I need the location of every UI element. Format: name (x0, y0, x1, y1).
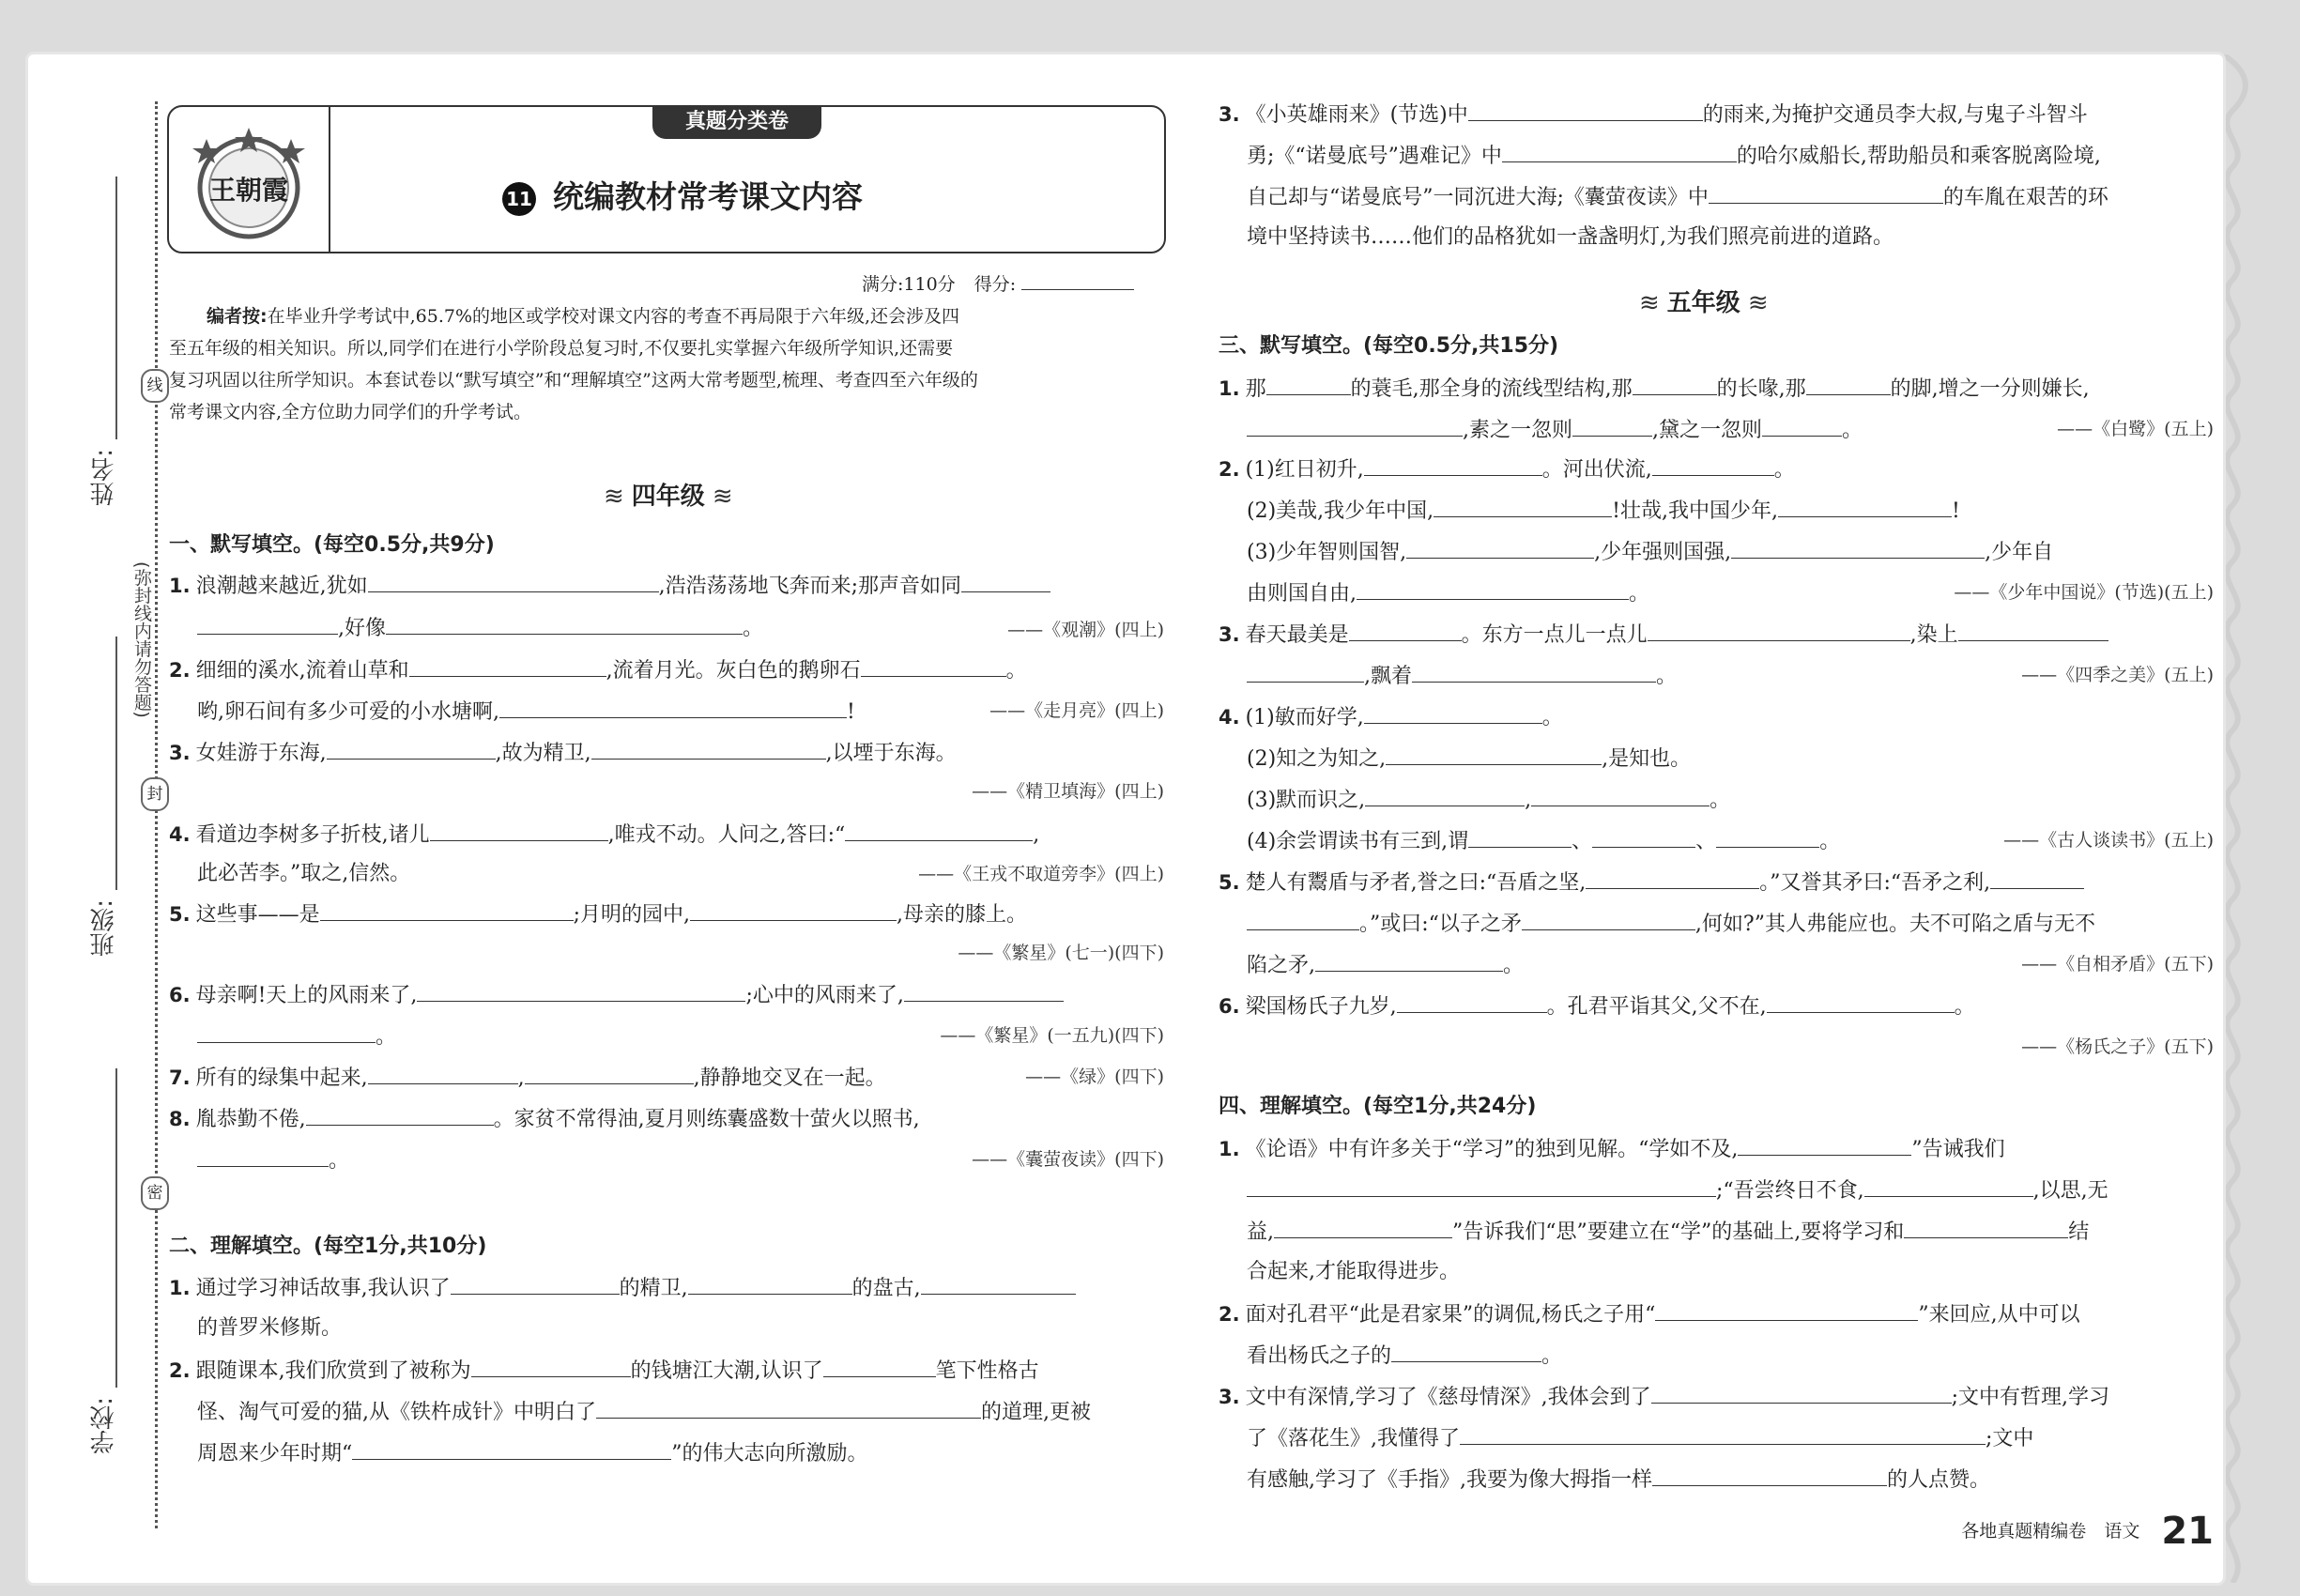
question-line: 看出杨氏之子的 。 (1247, 1341, 1562, 1371)
source-citation: ——《观潮》(四上) (1007, 620, 1164, 640)
section-4-heading: 四、理解填空。(每空1分,共24分) (1219, 1095, 1537, 1118)
answer-blank[interactable] (499, 697, 847, 718)
answer-blank[interactable] (1365, 785, 1525, 806)
question-line: ;“吾尝终日不食, ,以思,无 (1247, 1175, 2108, 1205)
question-line: 6. 梁国杨氏子九岁, 。孔君平诣其父,父不在, 。 (1219, 991, 1975, 1021)
question-line: 此必苦李。”取之,信然。 (197, 862, 411, 885)
answer-blank[interactable] (368, 1063, 518, 1084)
question-line: 5. 这些事——是 ;月明的园中, ,母亲的膝上。 (169, 899, 1027, 929)
answer-blank[interactable] (961, 571, 1050, 592)
question-line: 7. 所有的绿集中起来, , ,静静地交叉在一起。 (169, 1063, 886, 1093)
answer-blank[interactable] (1633, 374, 1717, 395)
footer-book: 各地真题精编卷 (1961, 1521, 2087, 1542)
name-field-line[interactable] (115, 176, 117, 439)
question-line: 3. 《小英雄雨来》(节选)中 的雨来,为掩护交通员李大叔,与鬼子斗智斗 (1219, 100, 2088, 130)
answer-blank[interactable] (197, 613, 338, 635)
answer-blank[interactable] (1904, 1217, 2068, 1238)
question-line: 自己却与“诺曼底号”一同沉进大海;《囊萤夜读》中 的车胤在艰苦的环 (1247, 182, 2108, 212)
question-line: 1. 浪潮越来越近,犹如 ,浩浩荡荡地飞奔而来;那声音如同 (169, 571, 1050, 601)
answer-blank[interactable] (1460, 1423, 1986, 1445)
question-line: 6. 母亲啊!天上的风雨来了, ;心中的风雨来了, (169, 980, 1064, 1010)
answer-blank[interactable] (1247, 661, 1364, 683)
question-line: 境中坚持读书……他们的品格犹如一盏盏明灯,为我们照亮前进的道路。 (1247, 225, 1894, 249)
answer-blank[interactable] (591, 738, 826, 760)
answer-blank[interactable] (1767, 991, 1955, 1013)
answer-blank[interactable] (417, 980, 745, 1002)
answer-blank[interactable] (1655, 1299, 1918, 1321)
answer-blank[interactable] (1349, 620, 1462, 641)
answer-blank[interactable] (1406, 537, 1594, 559)
score-label: 得分: (974, 274, 1017, 295)
answer-blank[interactable] (1397, 991, 1547, 1013)
footer-subject: 语文 (2104, 1521, 2140, 1542)
source-citation: ——《四季之美》(五上) (2021, 665, 2214, 685)
question-line: 3. 文中有深情,学习了《慈母情深》,我体会到了 ;文中有哲理,学习 (1219, 1382, 2109, 1412)
answer-blank[interactable] (451, 1273, 620, 1295)
school-field-line[interactable] (115, 1068, 117, 1388)
series-tab: 真题分类卷 (652, 105, 821, 139)
editor-note-line: 复习巩固以往所学知识。本套试卷以“默写填空”和“理解填空”这两大常考题型,梳理、考查四至六年级的 (169, 370, 978, 391)
answer-blank[interactable] (1652, 454, 1774, 476)
marker-secret: 密 (141, 1176, 169, 1210)
question-line: 怪、淘气可爱的猫,从《铁杵成针》中明白了 的道理,更被 (197, 1397, 1091, 1427)
question-line: 1. 通过学习神话故事,我认识了 的精卫, 的盘古, (169, 1273, 1076, 1303)
right-column (1219, 54, 2214, 1557)
question-line: ,飘着 。 (1247, 661, 1677, 691)
answer-blank[interactable] (1522, 909, 1695, 930)
question-line: 。 (197, 1021, 396, 1051)
answer-blank[interactable] (1731, 537, 1985, 559)
answer-blank[interactable] (690, 899, 897, 921)
question-line: 4. 看道边李树多子折枝,诸儿 ,唯戎不动。人问之,答曰:“ , (169, 820, 1039, 850)
editor-note-line: 常考课文内容,全方位助力同学们的升学考试。 (169, 402, 532, 422)
question-line: 了《落花生》,我懂得了 ;文中 (1247, 1423, 2033, 1453)
answer-blank[interactable] (306, 1104, 494, 1126)
answer-blank[interactable] (1364, 702, 1542, 724)
source-citation: ——《精卫填海》(四上) (972, 781, 1164, 802)
question-line: 哟,卵石间有多少可爱的小水塘啊, ! (197, 697, 855, 727)
editor-note-label: 编者按: (207, 306, 268, 327)
question-line: 2. 面对孔君平“此是君家果”的调侃,杨氏之子用“ ”来回应,从中可以 (1219, 1299, 2080, 1329)
score-full: 满分:110分 (862, 274, 956, 295)
name-label: 姓名: (90, 449, 118, 506)
answer-blank[interactable] (1648, 620, 1910, 641)
answer-blank[interactable] (320, 899, 574, 921)
marker-line: 线 (141, 369, 169, 403)
answer-blank[interactable] (921, 1273, 1076, 1295)
question-line: 。 (197, 1145, 349, 1175)
question-line: 2. 细细的溪水,流着山草和 ,流着月光。灰白色的鹅卵石 。 (169, 655, 1027, 685)
answer-blank[interactable] (596, 1397, 981, 1419)
question-line: 由则国自由, 。 (1247, 578, 1649, 608)
answer-blank[interactable] (327, 738, 496, 760)
answer-blank[interactable] (1274, 1217, 1452, 1238)
answer-blank[interactable] (1468, 100, 1703, 121)
answer-blank[interactable] (1586, 867, 1759, 889)
grade4-heading: ≋ 四年级 ≋ (604, 483, 733, 511)
answer-blank[interactable] (1357, 578, 1629, 600)
question-line: 4. (1)敏而好学, 。 (1219, 702, 1563, 732)
answer-blank[interactable] (861, 655, 1006, 677)
source-citation: ——《王戎不取道旁李》(四上) (918, 864, 1164, 884)
question-line: 3. 春天最美是 。东方一点儿一点儿 ,染上 (1219, 620, 2108, 650)
question-line: 合起来,才能取得进步。 (1247, 1260, 1460, 1283)
answer-blank[interactable] (1386, 744, 1602, 765)
question-line: 益, ”告诉我们“思”要建立在“学”的基础上,要将学习和 结 (1247, 1217, 2089, 1247)
answer-blank[interactable] (368, 571, 659, 592)
section-3-heading: 三、默写填空。(每空0.5分,共15分) (1219, 334, 1559, 358)
source-citation: ——《自相矛盾》(五下) (2021, 954, 2214, 974)
school-label: 学校: (90, 1397, 118, 1454)
answer-blank[interactable] (688, 1273, 852, 1295)
answer-blank[interactable] (1709, 182, 1943, 204)
answer-blank[interactable] (1315, 950, 1503, 972)
answer-blank[interactable] (1434, 496, 1612, 517)
answer-blank[interactable] (386, 613, 743, 635)
source-citation: ——《少年中国说》(节选)(五上) (1954, 582, 2214, 603)
question-line: (2)知之为知之, ,是知也。 (1247, 744, 1691, 774)
question-line: 5. 楚人有鬻盾与矛者,誉之曰:“吾盾之坚, 。”又誉其矛曰:“吾矛之利, (1219, 867, 2084, 898)
editor-note-line: 在毕业升学考试中,65.7%的地区或学校对课文内容的考查不再局限于六年级,还会涉及四 (267, 306, 960, 327)
answer-blank[interactable] (1247, 909, 1359, 930)
question-line: ,好像 。 (197, 613, 763, 643)
answer-blank[interactable] (1778, 496, 1952, 517)
answer-blank[interactable] (471, 1356, 631, 1377)
answer-blank[interactable] (1958, 620, 2108, 641)
answer-blank[interactable] (525, 1063, 694, 1084)
wavy-edge-right (2223, 54, 2262, 1583)
source-citation: ——《繁星》(七一)(四下) (958, 943, 1164, 963)
question-line: 周恩来少年时期“ ”的伟大志向所激励。 (197, 1438, 868, 1468)
answer-blank[interactable] (352, 1438, 671, 1460)
source-citation: ——《杨氏之子》(五下) (2021, 1036, 2214, 1057)
answer-blank[interactable] (1806, 374, 1891, 395)
source-citation: ——《繁星》(一五九)(四下) (940, 1025, 1164, 1046)
answer-blank[interactable] (1247, 415, 1463, 437)
answer-blank[interactable] (1762, 415, 1842, 437)
class-field-line[interactable] (115, 637, 117, 890)
class-label: 班级: (90, 899, 118, 957)
paper-title: 统编教材常考课文内容 (553, 178, 863, 215)
question-line: 陷之矛, 。 (1247, 950, 1524, 980)
source-citation: ——《古人谈读书》(五上) (2003, 830, 2214, 851)
question-line: 的普罗米修斯。 (197, 1316, 343, 1340)
question-line: ,素之一忽则 ,黛之一忽则 。 (1247, 415, 1863, 445)
marker-seal: 封 (141, 777, 169, 811)
answer-blank[interactable] (845, 820, 1033, 841)
exam-page (28, 54, 2223, 1583)
page-number: 21 (2161, 1510, 2214, 1553)
source-citation: ——《囊萤夜读》(四下) (972, 1149, 1164, 1170)
answer-blank[interactable] (1864, 1175, 2033, 1197)
answer-blank[interactable] (197, 1145, 329, 1167)
answer-blank[interactable] (1364, 454, 1542, 476)
question-line: 1. 《论语》中有许多关于“学习”的独到见解。“学如不及, ”告诫我们 (1219, 1134, 2005, 1164)
answer-blank[interactable] (1247, 1175, 1716, 1197)
question-line: 有感触,学习了《手指》,我要为像大拇指一样 的人点赞。 (1247, 1465, 1990, 1495)
grade5-heading: ≋ 五年级 ≋ (1639, 289, 1769, 317)
question-line: 8. 胤恭勤不倦, 。家贫不常得油,夏月则练囊盛数十萤火以照书, (169, 1104, 920, 1134)
answer-blank[interactable] (1651, 1382, 1952, 1404)
question-line: (4)余尝谓读书有三到,谓 、 、 。 (1247, 826, 1840, 856)
question-line: 3. 女娃游于东海, ,故为精卫, ,以堙于东海。 (169, 738, 957, 768)
answer-blank[interactable] (1531, 785, 1710, 806)
answer-blank[interactable] (1412, 661, 1656, 683)
source-citation: ——《走月亮》(四上) (989, 700, 1164, 721)
answer-blank[interactable] (1652, 1465, 1887, 1486)
page-footer (1961, 1510, 2214, 1553)
answer-blank[interactable] (430, 820, 608, 841)
answer-blank[interactable] (1592, 826, 1695, 848)
svg-text:王朝霞: 王朝霞 (208, 175, 289, 206)
question-line: (3)少年智则国智, ,少年强则国强, ,少年自 (1247, 537, 2053, 567)
section-1-heading: 一、默写填空。(每空0.5分,共9分) (169, 533, 495, 557)
answer-blank[interactable] (409, 655, 606, 677)
answer-blank[interactable] (1502, 141, 1737, 162)
answer-blank[interactable] (1738, 1134, 1911, 1156)
seal-dotted-line (155, 101, 158, 1528)
question-line: 2. (1)红日初升, 。河出伏流, 。 (1219, 454, 1795, 484)
editor-note-line: 至五年级的相关知识。所以,同学们在进行小学阶段总复习时,不仅要扎实掌握六年级所学知识,还需要 (169, 338, 954, 359)
answer-blank[interactable] (1468, 826, 1572, 848)
seal-note: (弥封线内请勿答题) (131, 561, 152, 718)
question-line: 1. 那 的蓑毛,那全身的流线型结构,那 的长喙,那 的脚,增之一分则嫌长, (1219, 374, 2090, 404)
answer-blank[interactable] (904, 980, 1064, 1002)
answer-blank[interactable] (1391, 1341, 1541, 1362)
answer-blank[interactable] (1572, 415, 1652, 437)
question-line: (3)默而识之, , 。 (1247, 785, 1730, 815)
source-citation: ——《绿》(四下) (1025, 1067, 1164, 1087)
answer-blank[interactable] (197, 1021, 376, 1043)
section-2-heading: 二、理解填空。(每空1分,共10分) (169, 1235, 487, 1258)
question-line: 2. 跟随课本,我们欣赏到了被称为 的钱塘江大潮,认识了 笔下性格古 (169, 1356, 1039, 1386)
question-line: 勇;《“诺曼底号”遇难记》中 的哈尔威船长,帮助船员和乘客脱离险境, (1247, 141, 2101, 171)
answer-blank[interactable] (823, 1356, 936, 1377)
question-line: (2)美哉,我少年中国, !壮哉,我中国少年, ! (1247, 496, 1960, 526)
paper-number: 11 (502, 182, 536, 216)
binding-margin (28, 54, 163, 1538)
question-line: 。”或曰:“以子之矛 ,何如?”其人弗能应也。夫不可陷之盾与无不 (1247, 909, 2095, 939)
answer-blank[interactable] (1266, 374, 1351, 395)
answer-blank[interactable] (1716, 826, 1819, 848)
source-citation: ——《白鹭》(五上) (2057, 419, 2214, 439)
answer-blank[interactable] (1990, 867, 2084, 889)
left-column (169, 54, 1164, 1557)
